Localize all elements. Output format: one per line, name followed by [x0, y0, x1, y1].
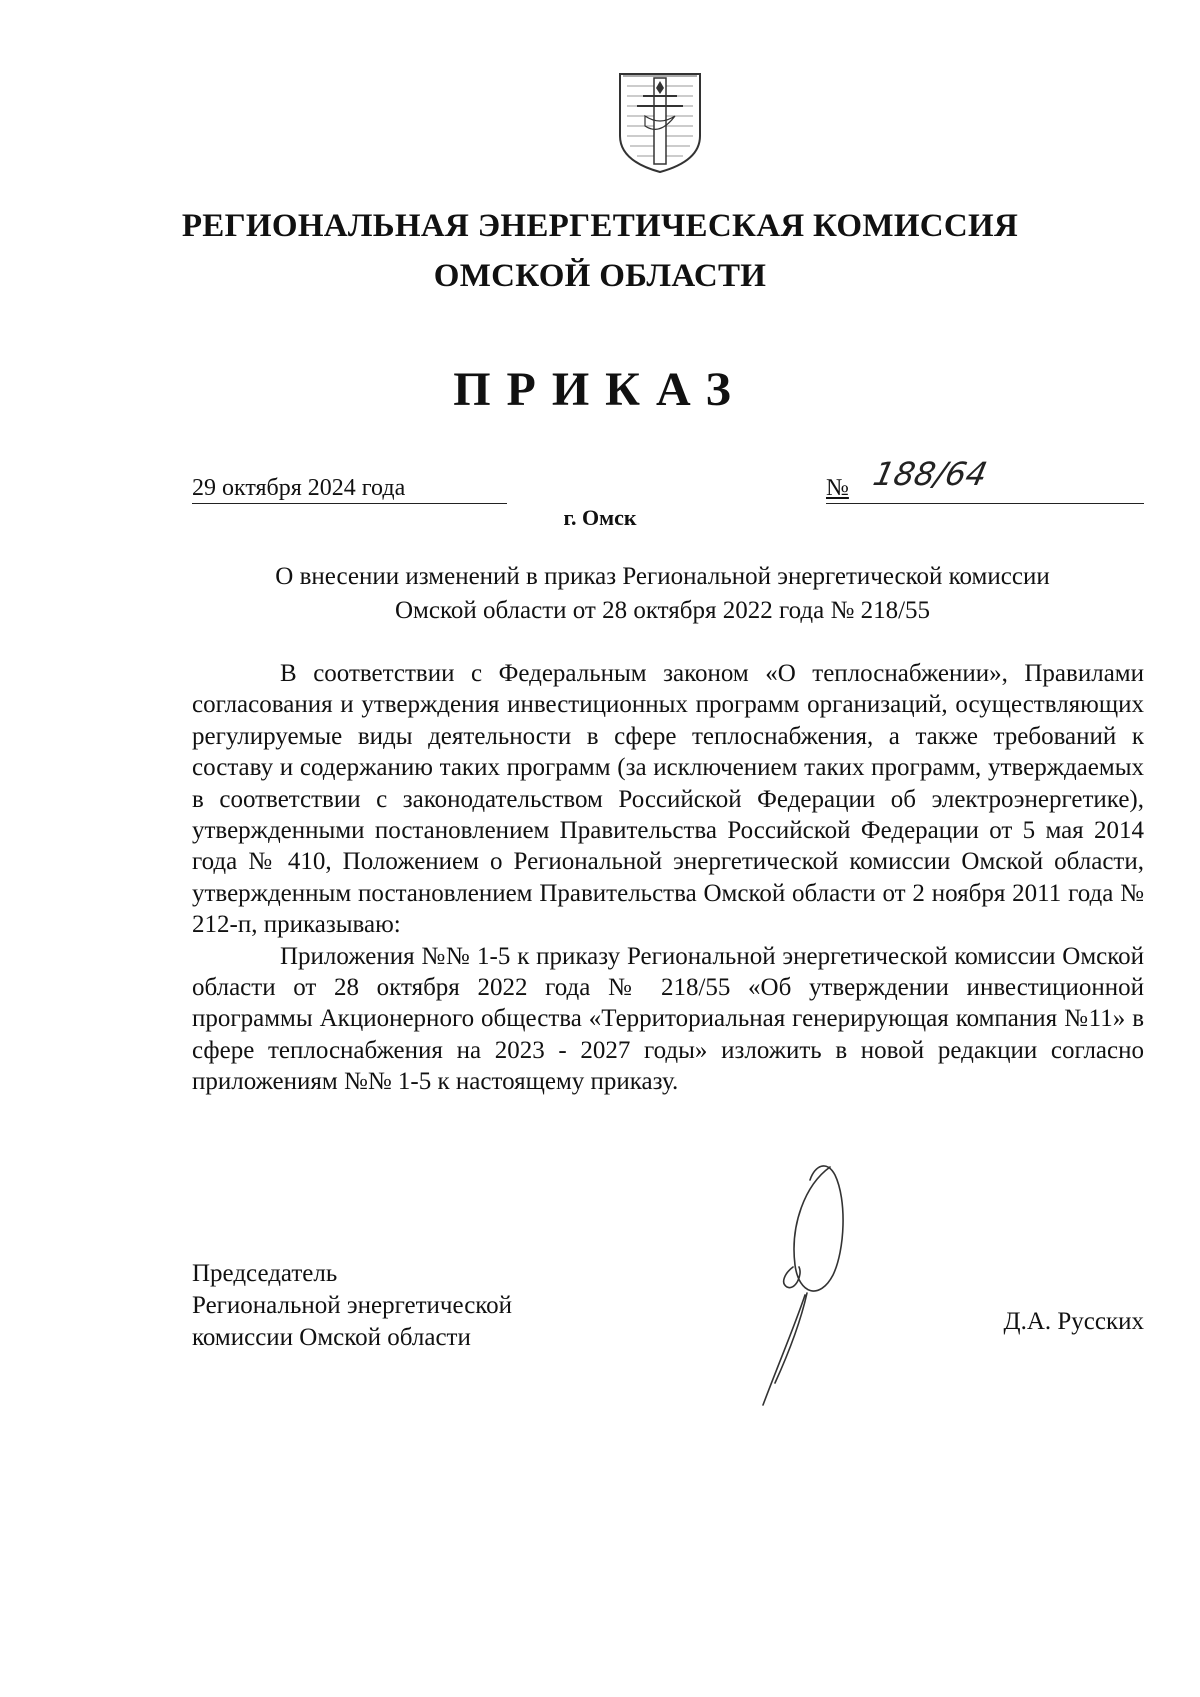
subject-line2: Омской области от 28 октября 2022 года № 218/55 [394, 597, 931, 624]
document-date: 29 октября 2024 года [192, 473, 507, 504]
signer-position-line2: Региональной энергетической [192, 1292, 513, 1319]
signer-position [192, 1258, 512, 1354]
document-title: ПРИКАЗ [453, 363, 747, 416]
organization-name-line1: РЕГИОНАЛЬНАЯ ЭНЕРГЕТИЧЕСКАЯ КОМИССИЯ [181, 208, 1019, 244]
signer-position-line1: Председатель [192, 1260, 338, 1287]
document-body [192, 658, 1144, 1098]
signer-name: Д.А. Русских [1003, 1308, 1144, 1335]
body-paragraph-2: Приложения №№ 1-5 к приказу Региональной энергетической комиссии Омской области от 28 октября 2022 года № 218/55 «Об утверждении инвестиционной программы Акционерного общества «Территориальная генерирующая компания №11» в сфере теплоснабжения на 2023 - 2027 годы» изложить в новой редакции согласно приложениям №№ 1-5 к настоящему приказу. [192, 942, 1144, 1096]
document-city: г. Омск [563, 505, 637, 530]
handwritten-signature [735, 1155, 870, 1415]
document-number-field [826, 455, 1144, 504]
body-paragraph-1: В соответствии с Федеральным законом «О теплоснабжении», Правилами согласования и утверждения инвестиционных программ организаций, осуществляющих регулируемые виды деятельности в сфере теплоснабжения, а также требований к составу и содержанию таких программ (за исключением таких программ, утверждаемых в соответствии с законодательством Российской Федерации об электроэнергетике), утвержденными постановлением Правительства Российской Федерации от 5 мая 2014 года № 410, Положением о Региональной энергетической комиссии Омской области, утвержденным постановлением Правительства Омской области от 2 ноября 2011 года № 212-п, приказываю: [192, 660, 1144, 939]
subject-line1: О внесении изменений в приказ Региональной энергетической комиссии [275, 563, 1050, 590]
number-sign: № [826, 475, 849, 501]
document-subject [150, 560, 1175, 628]
organization-name-line2: ОМСКОЙ ОБЛАСТИ [433, 258, 767, 294]
coat-of-arms-icon [615, 66, 705, 176]
signer-position-line3: комиссии Омской области [192, 1324, 471, 1351]
document-number-handwritten: 188/64 [869, 455, 991, 493]
